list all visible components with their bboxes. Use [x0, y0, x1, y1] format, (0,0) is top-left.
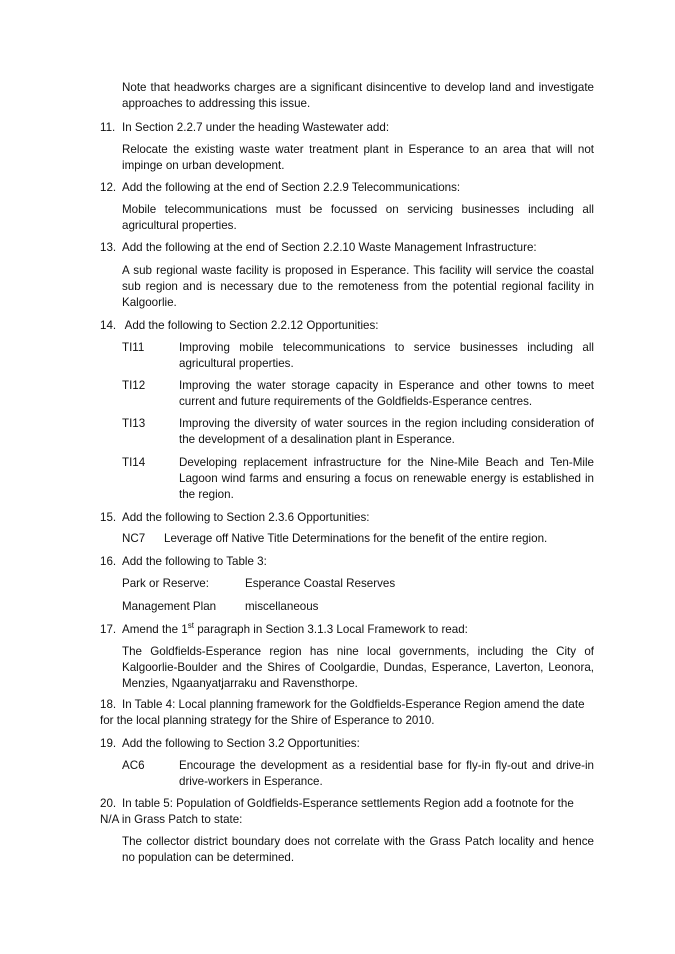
table3-label: Management Plan [122, 600, 217, 613]
item-number: 12. [100, 181, 117, 194]
item-number: 14. [100, 319, 117, 332]
waste-facility-paragraph: A sub regional waste facility is proposed in Esperance. This facility will service the coastal sub region and is necessary due to the remoteness from the potential regional facility in Kalgoorlie. [122, 264, 594, 309]
item-number: 13. [100, 241, 117, 254]
item-text: Add the following to Table 3: [122, 555, 267, 568]
item-number: 15. [100, 511, 117, 524]
table3-label: Park or Reserve: [122, 577, 209, 590]
item-number: 18. [100, 698, 117, 711]
list-item-15 [100, 510, 594, 526]
list-item-13 [100, 240, 594, 256]
ordinal-superscript: st [187, 621, 194, 630]
list-item-16 [100, 554, 594, 570]
item-number: 19. [100, 737, 117, 750]
opportunity-text: Improving the diversity of water sources in the region including consideration of the development of a desalination plant in Esperance. [179, 417, 594, 446]
item-text: Add the following at the end of Section 2.2.10 Waste Management Infrastructure: [122, 241, 537, 254]
opportunity-text: Developing replacement infrastructure for the Nine-Mile Beach and Ten-Mile Lagoon wind farms and ensuring a focus on renewable energy is established in the region. [179, 456, 594, 501]
grass-patch-paragraph: The collector district boundary does not correlate with the Grass Patch locality and hence no population can be determined. [122, 835, 594, 864]
list-item-18 [100, 697, 594, 729]
ac6-text: Encourage the development as a residential base for fly-in fly-out and drive-in drive-workers in Esperance. [179, 759, 594, 788]
lga-paragraph: The Goldfields-Esperance region has nine local governments, including the City of Kalgoorlie-Boulder and the Shires of Coolgardie, Dundas, Esperance, Laverton, Leonora, Menzies, Ngaanyatjarraku and Ravensthorpe. [122, 645, 594, 690]
item-text: Add the following to Section 2.3.6 Opportunities: [122, 511, 370, 524]
opportunity-code: TI11 [122, 341, 145, 354]
opportunity-code: TI13 [122, 417, 146, 430]
list-item-12 [100, 180, 594, 196]
opportunity-code: TI14 [122, 456, 146, 469]
list-item-11 [100, 120, 594, 136]
list-item-19 [100, 736, 594, 752]
list-item-20 [100, 796, 594, 828]
item-text-post: paragraph in Section 3.1.3 Local Framework to read: [193, 623, 468, 636]
telecom-paragraph: Mobile telecommunications must be focussed on servicing businesses including all agricultural properties. [122, 203, 594, 232]
table3-value: miscellaneous [245, 600, 319, 613]
item-text: Add the following at the end of Section 2.2.9 Telecommunications: [122, 181, 461, 194]
ac6-code: AC6 [122, 759, 145, 772]
item-text: Add the following to Section 3.2 Opportunities: [122, 737, 360, 750]
wastewater-paragraph: Relocate the existing waste water treatment plant in Esperance to an area that will not impinge on urban development. [122, 143, 594, 172]
opportunity-code: TI12 [122, 379, 146, 392]
item-text-pre: Amend the 1 [122, 623, 188, 636]
list-item-17 [100, 622, 594, 638]
item-number: 17. [100, 623, 117, 636]
item-text: In Table 4: Local planning framework for the Goldfields-Esperance Region amend the date for the local planning strategy for the Shire of Esperance to 2010. [100, 698, 585, 727]
headworks-paragraph: Note that headworks charges are a significant disincentive to develop land and investigate approaches to addressing this issue. [122, 81, 594, 110]
table3-value: Esperance Coastal Reserves [245, 577, 396, 590]
item-text: In Section 2.2.7 under the heading Wastewater add: [122, 121, 390, 134]
item-text: In table 5: Population of Goldfields-Esperance settlements Region add a footnote for the N/A in Grass Patch to state: [100, 797, 574, 826]
nc7-text: Leverage off Native Title Determinations for the benefit of the entire region. [164, 532, 548, 545]
item-number: 20. [100, 797, 117, 810]
nc7-code: NC7 [122, 532, 146, 545]
item-number: 11. [100, 121, 116, 134]
opportunity-text: Improving the water storage capacity in Esperance and other towns to meet current and future requirements of the Goldfields-Esperance centres. [179, 379, 594, 408]
item-number: 16. [100, 555, 117, 568]
item-text: Add the following to Section 2.2.12 Opportunities: [122, 319, 379, 332]
opportunity-text: Improving mobile telecommunications to service businesses including all agricultural properties. [179, 341, 594, 370]
list-item-14 [100, 318, 594, 334]
